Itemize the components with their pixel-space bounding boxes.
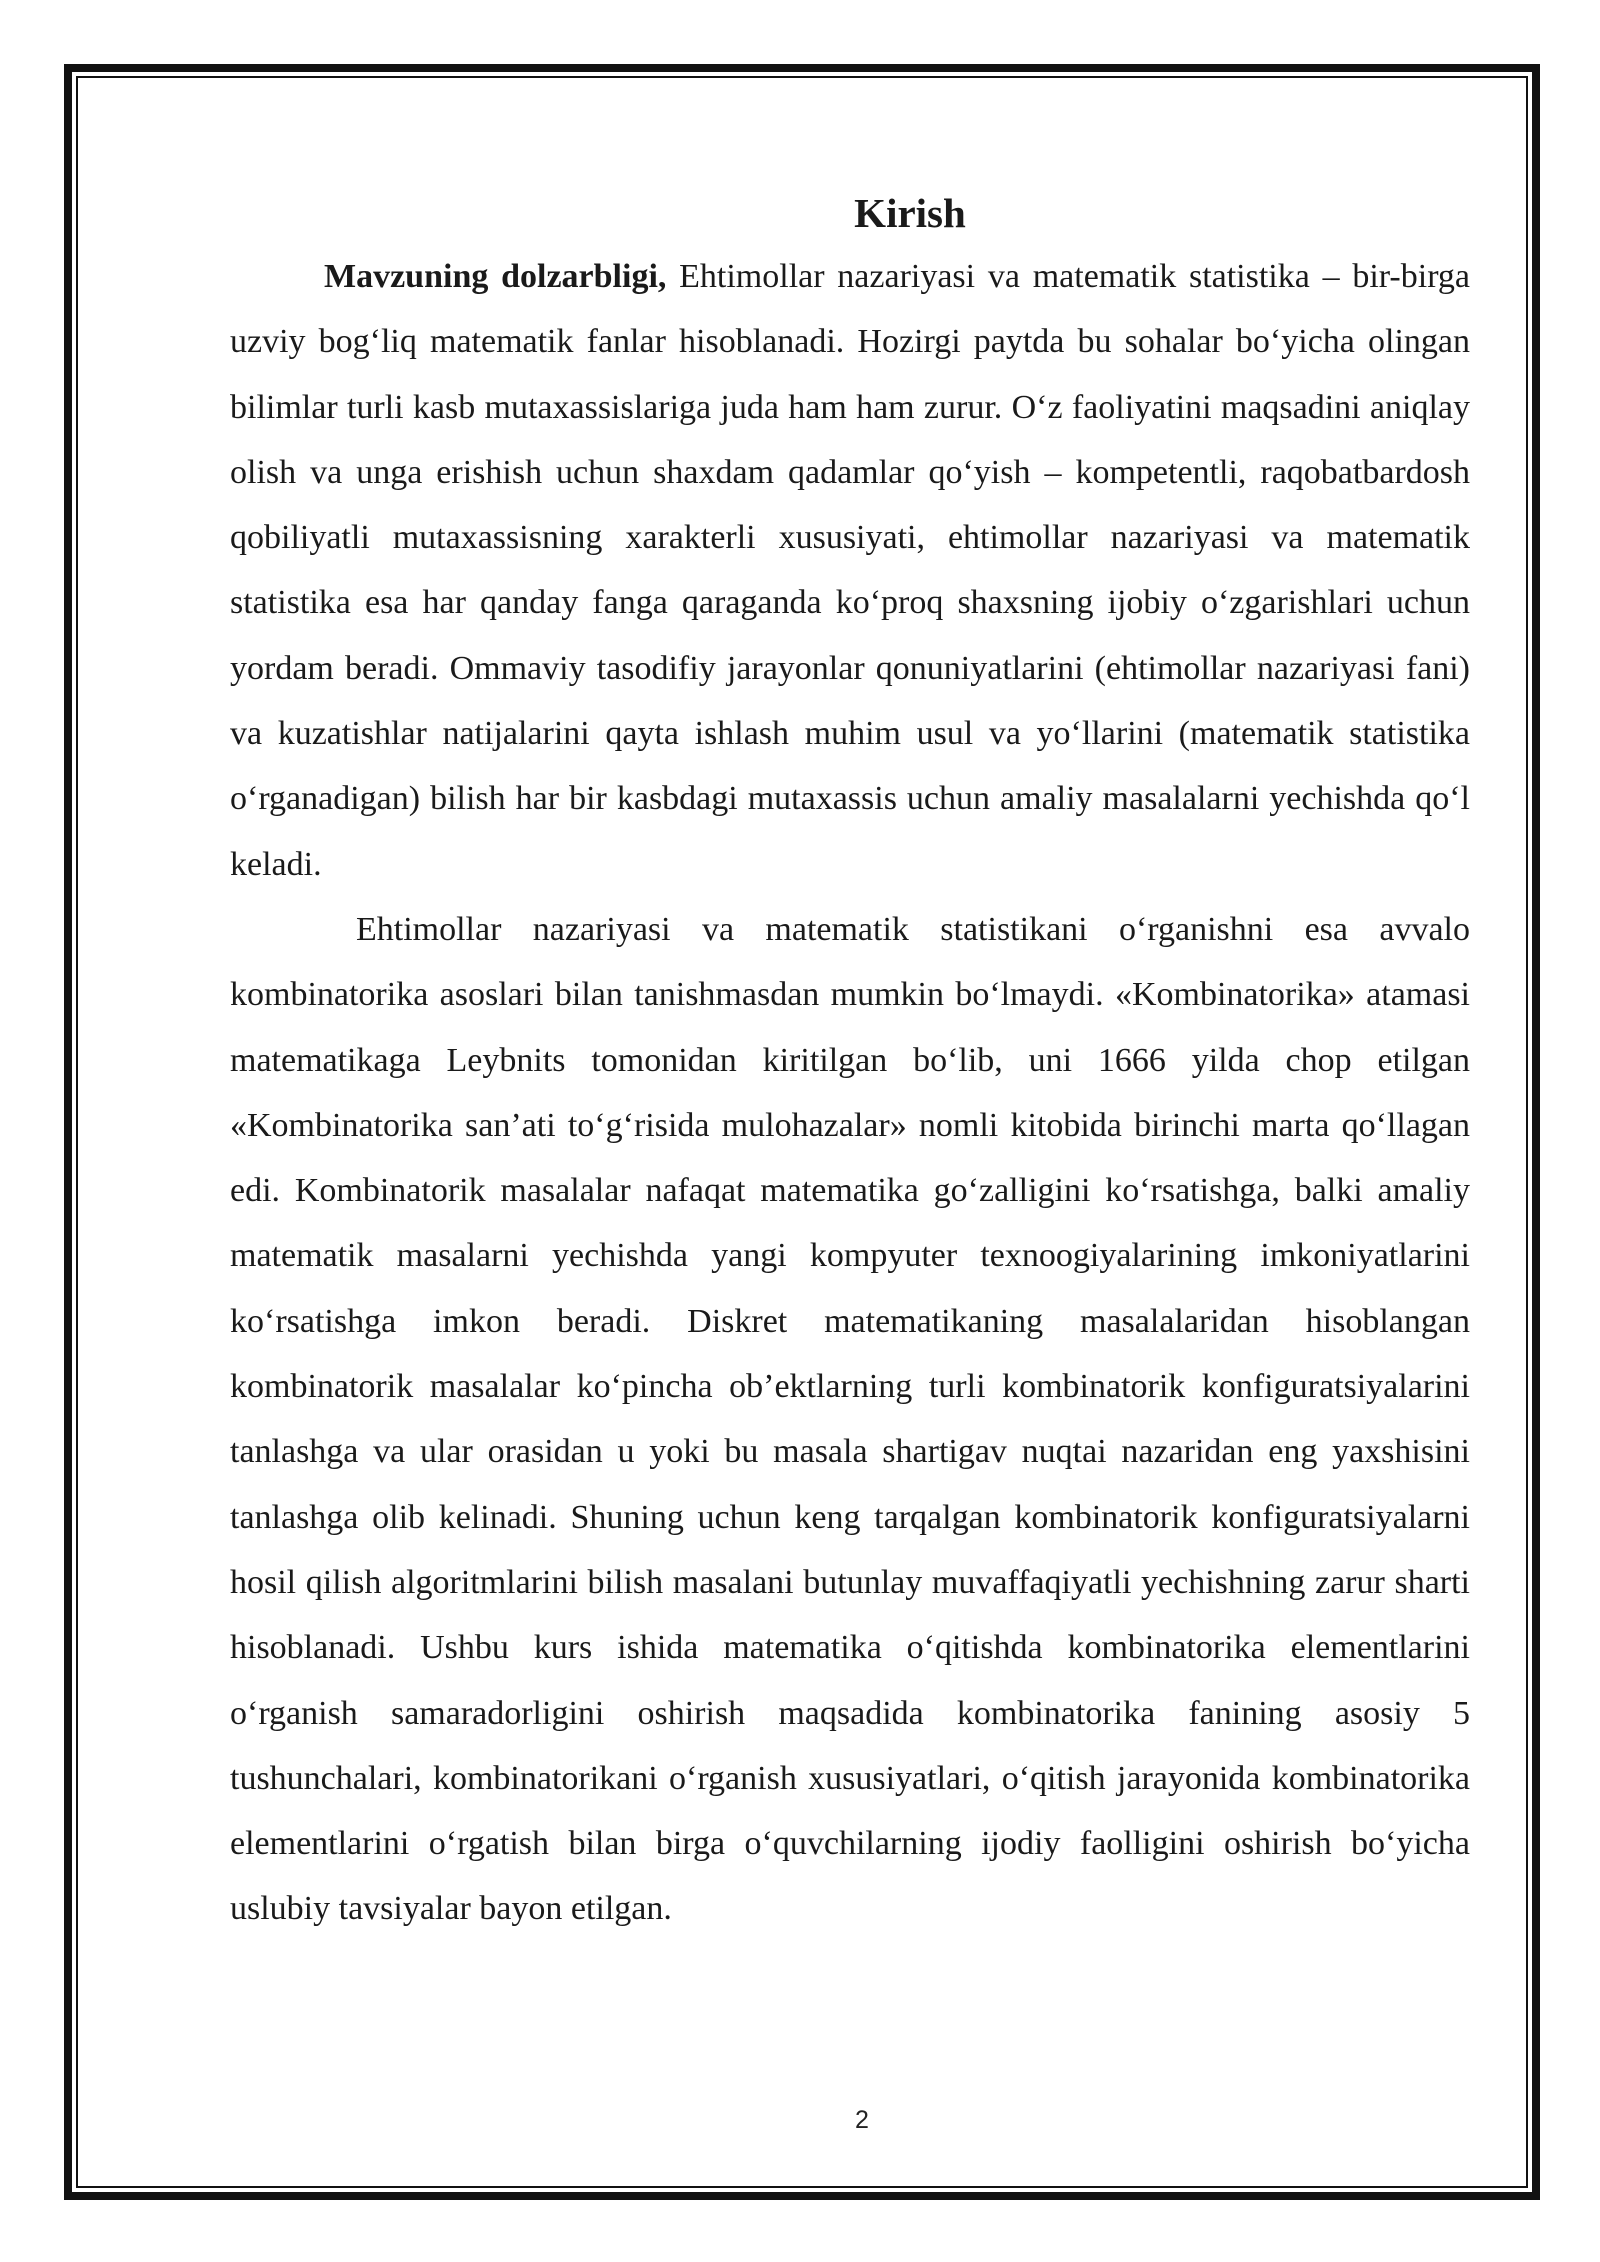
page-title: Kirish [854, 190, 966, 236]
paragraph-combinatorics [230, 897, 1470, 1942]
page-content [230, 178, 1470, 1942]
paragraph-body: Ehtimollar nazariyasi va matematik statistika – bir-birga uzviy bog‘liq matematik fanlar hisoblanadi. Hozirgi paytda bu sohalar bo‘yicha olingan bilimlar turli kasb mutaxassislariga juda ham ham zurur. O‘z faoliyatini maqsadini aniqlay olish va unga erishish uchun shaxdam qadamlar qo‘yish – kompetentli, raqobatbardosh qobiliyatli mutaxassisning xarakterli xususiyati, ehtimollar nazariyasi va matematik statistika esa har qanday fanga qaraganda ko‘proq shaxsning ijobiy o‘zgarishlari uchun yordam beradi. Ommaviy tasodifiy jarayonlar qonuniyatlarini (ehtimollar nazariyasi fani) va kuzatishlar natijalarini qayta ishlash muhim usul va yo‘llarini (matematik statistika o‘rganadigan) bilish har bir kasbdagi mutaxassis uchun amaliy masalalarni yechishda qo‘l keladi. [230, 258, 1470, 883]
paragraph-body: Ehtimollar nazariyasi va matematik statistikani o‘rganishni esa avvalo kombinatorika asoslari bilan tanishmasdan mumkin bo‘lmaydi. «Kombinatorika» atamasi matematikaga Leybnits tomonidan kiritilgan bo‘lib, uni 1666 yilda chop etilgan «Kombinatorika san’ati to‘g‘risida mulohazalar» nomli kitobida birinchi marta qo‘llagan edi. Kombinatorik masalalar nafaqat matematika go‘zalligini ko‘rsatishga, balki amaliy matematik masalarni yechishda yangi kompyuter texnoogiyalarining imkoniyatlarini ko‘rsatishga imkon beradi. Diskret matematikaning masalalaridan hisoblangan kombinatorik masalalar ko‘pincha ob’ektlarning turli kombinatorik konfiguratsiyalarini tanlashga va ular orasidan u yoki bu masala shartigav nuqtai nazaridan eng yaxshisini tanlashga olib kelinadi. Shuning uchun keng tarqalgan kombinatorik konfiguratsiyalarni hosil qilish algoritmlarini bilish masalani butunlay muvaffaqiyatli yechishning zarur sharti hisoblanadi. Ushbu kurs ishida matematika o‘qitishda kombinatorika elementlarini o‘rganish samaradorligini oshirish maqsadida kombinatorika fanining asosiy 5 tushunchalari, kombinatorikani o‘rganish xususiyatlari, o‘qitish jarayonida kombinatorika elementlarini o‘rgatish bilan birga o‘quvchilarning ijodiy faolligini oshirish bo‘yicha uslubiy tavsiyalar bayon etilgan. [230, 910, 1470, 1928]
page-number: 2 [855, 2106, 869, 2134]
paragraph-lead: Mavzuning dolzarbligi, [324, 258, 667, 295]
paragraph-relevance [230, 244, 1470, 897]
